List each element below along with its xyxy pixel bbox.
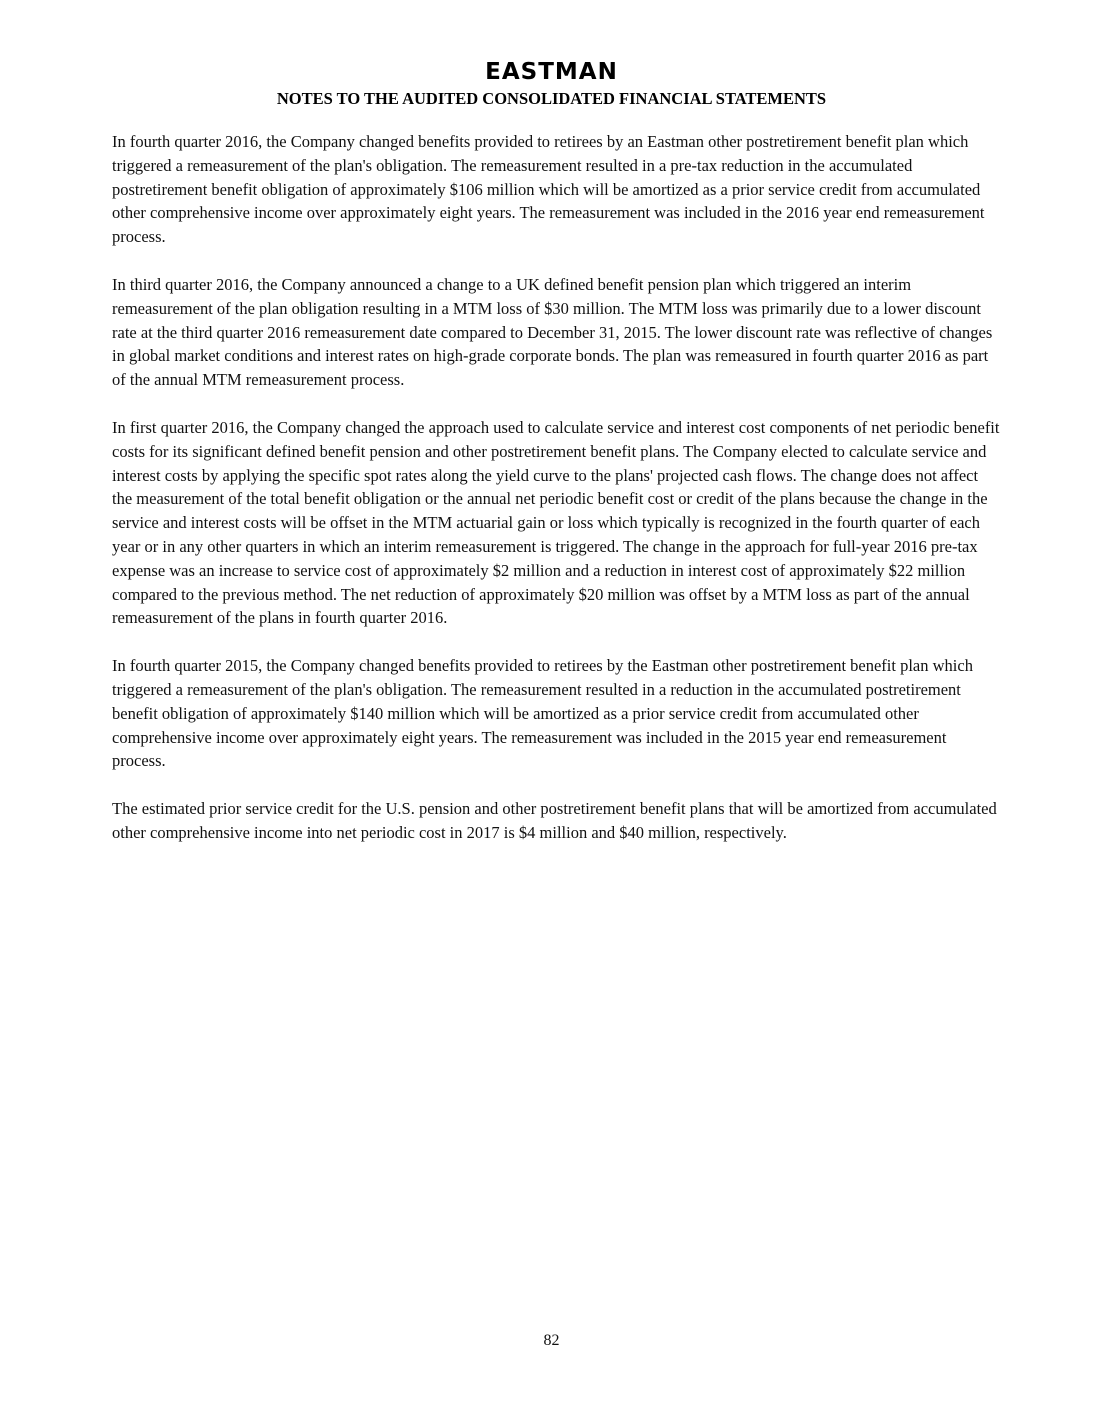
paragraph: The estimated prior service credit for the U.S. pension and other postretirement benefit plans that will be amortized from accumulated other comprehensive income into net periodic cost in 2017 is $4 million and $40 million, respectively.	[112, 799, 997, 842]
document-body	[112, 130, 1000, 869]
document-title: NOTES TO THE AUDITED CONSOLIDATED FINANCIAL STATEMENTS	[276, 89, 827, 108]
paragraph: In third quarter 2016, the Company announced a change to a UK defined benefit pension plan which triggered an interim remeasurement of the plan obligation resulting in a MTM loss of $30 million. The MTM loss was primarily due to a lower discount rate at the third quarter 2016 remeasurement date compared to December 31, 2015. The lower discount rate was reflective of changes in global market conditions and interest rates on high-grade corporate bonds. The plan was remeasured in fourth quarter 2016 as part of the annual MTM remeasurement process.	[112, 274, 993, 390]
paragraph: In fourth quarter 2015, the Company changed benefits provided to retirees by the Eastman other postretirement benefit plan which triggered a remeasurement of the plan's obligation. The remeasurement resulted in a reduction in the accumulated postretirement benefit obligation of approximately $140 million which will be amortized as a prior service credit from accumulated other comprehensive income over approximately eight years. The remeasurement was included in the 2015 year end remeasurement process.	[112, 656, 973, 771]
page-number: 82	[543, 1332, 560, 1349]
paragraph: In first quarter 2016, the Company changed the approach used to calculate service and interest cost components of net periodic benefit costs for its significant defined benefit pension and other postretirement benefit plans. The Company elected to calculate service and interest costs by applying the specific spot rates along the yield curve to the plans' projected cash flows. The change does not affect the measurement of the total benefit obligation or the annual net periodic benefit cost or credit of the plans because the change in the service and interest costs will be offset in the MTM actuarial gain or loss which typically is recognized in the fourth quarter of each year or in any other quarters in which an interim remeasurement is triggered. The change in the approach for full-year 2016 pre-tax expense was an increase to service cost of approximately $2 million and a reduction in interest cost of approximately $22 million compared to the previous method. The net reduction of approximately $20 million was offset by a MTM loss as part of the annual remeasurement of the plans in fourth quarter 2016.	[112, 417, 1000, 628]
paragraph: In fourth quarter 2016, the Company changed benefits provided to retirees by an Eastman other postretirement benefit plan which triggered a remeasurement of the plan's obligation. The remeasurement resulted in a pre-tax reduction in the accumulated postretirement benefit obligation of approximately $106 million which will be amortized as a prior service credit from accumulated other comprehensive income over approximately eight years. The remeasurement was included in the 2016 year end remeasurement process.	[112, 132, 985, 247]
company-logo: EASTMAN	[485, 59, 618, 85]
